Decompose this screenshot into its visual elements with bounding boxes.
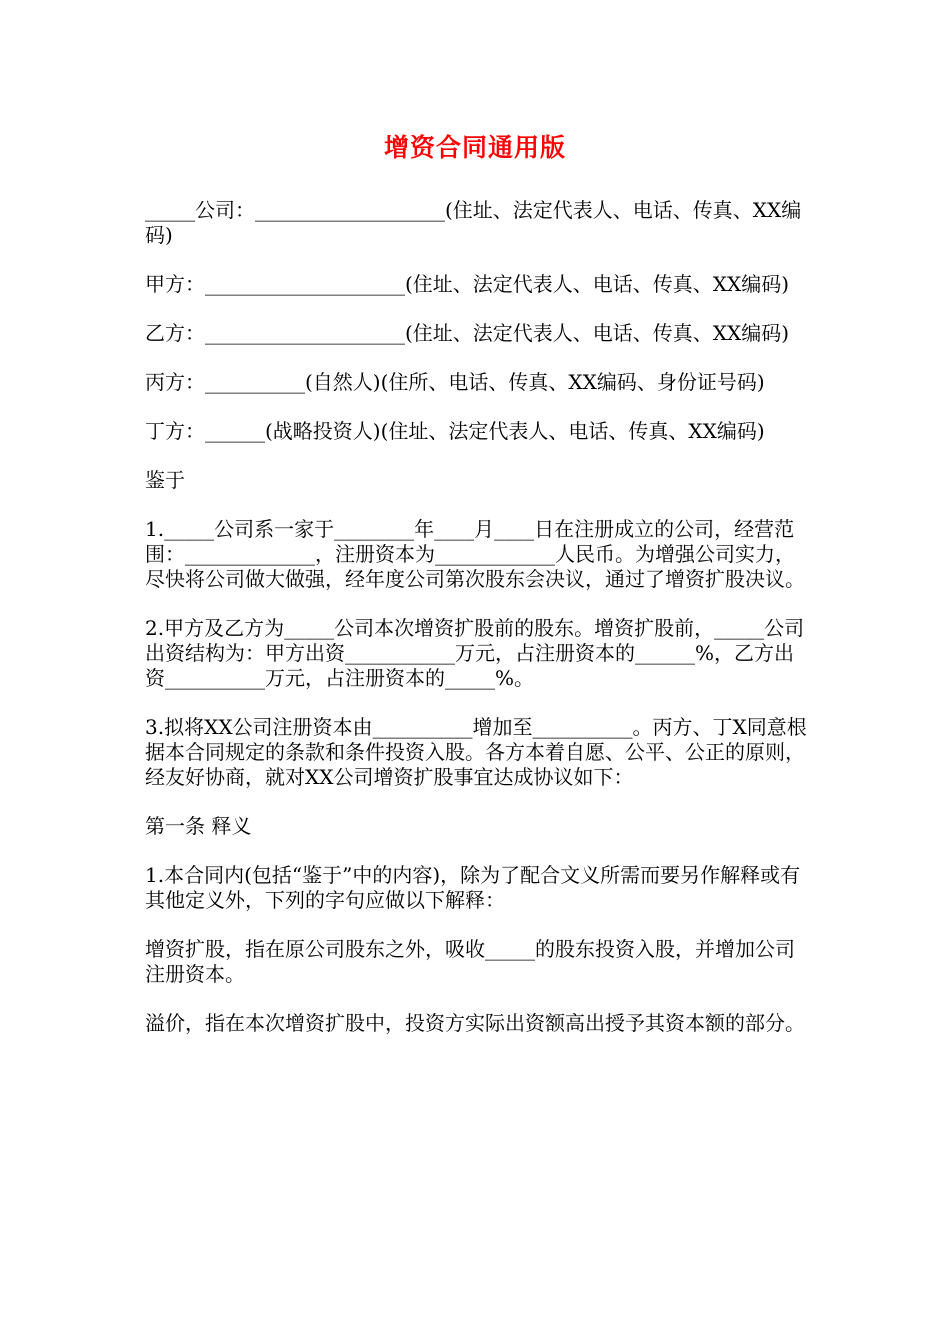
recitals-heading: 鉴于 xyxy=(145,468,185,492)
definition-premium: 溢价，指在本次增资扩股中，投资方实际出资额高出授予其资本额的部分。 xyxy=(145,1011,805,1035)
party-b-line: 乙方：____________________(住址、法定代表人、电话、传真、XX编码) xyxy=(145,321,790,345)
article-1-clause-1: 1.本合同内(包括“鉴于”中的内容)，除为了配合文义所需而要另作解释或有其他定义外，下列的字句应做以下解释： xyxy=(145,863,801,912)
party-c-line: 丙方：__________(自然人)(住所、电话、传真、XX编码、身份证号码) xyxy=(145,370,765,394)
definition-capital-increase: 增资扩股，指在原公司股东之外，吸收_____的股东投资入股，并增加公司注册资本。 xyxy=(145,937,795,986)
article-1-heading: 第一条 释义 xyxy=(145,814,252,838)
recital-2: 2.甲方及乙方为_____公司本次增资扩股前的股东。增资扩股前，_____公司出资结构为：甲方出资___________万元，占注册资本的______%，乙方出资__________万元，占注册资本的_____%。 xyxy=(145,616,805,690)
party-d-line: 丁方：______(战略投资人)(住址、法定代表人、电话、传真、XX编码) xyxy=(145,419,765,443)
document-body xyxy=(145,198,813,1060)
party-company-line: _____公司：___________________(住址、法定代表人、电话、传真、XX编码) xyxy=(145,198,802,247)
recital-3: 3.拟将XX公司注册资本由__________增加至__________。丙方、丁X同意根据本合同规定的条款和条件投资入股。各方本着自愿、公平、公正的原则，经友好协商，就对XX公司增资扩股事宜达成协议如下： xyxy=(145,715,807,789)
recital-1: 1._____公司系一家于________年____月____日在注册成立的公司，经营范围：_____________，注册资本为____________人民币。为增强公司实力，尽快将公司做大做强，经年度公司第次股东会决议，通过了增资扩股决议。 xyxy=(145,517,805,591)
party-a-line: 甲方：____________________(住址、法定代表人、电话、传真、XX编码) xyxy=(145,272,790,296)
document-title: 增资合同通用版 xyxy=(383,133,566,162)
